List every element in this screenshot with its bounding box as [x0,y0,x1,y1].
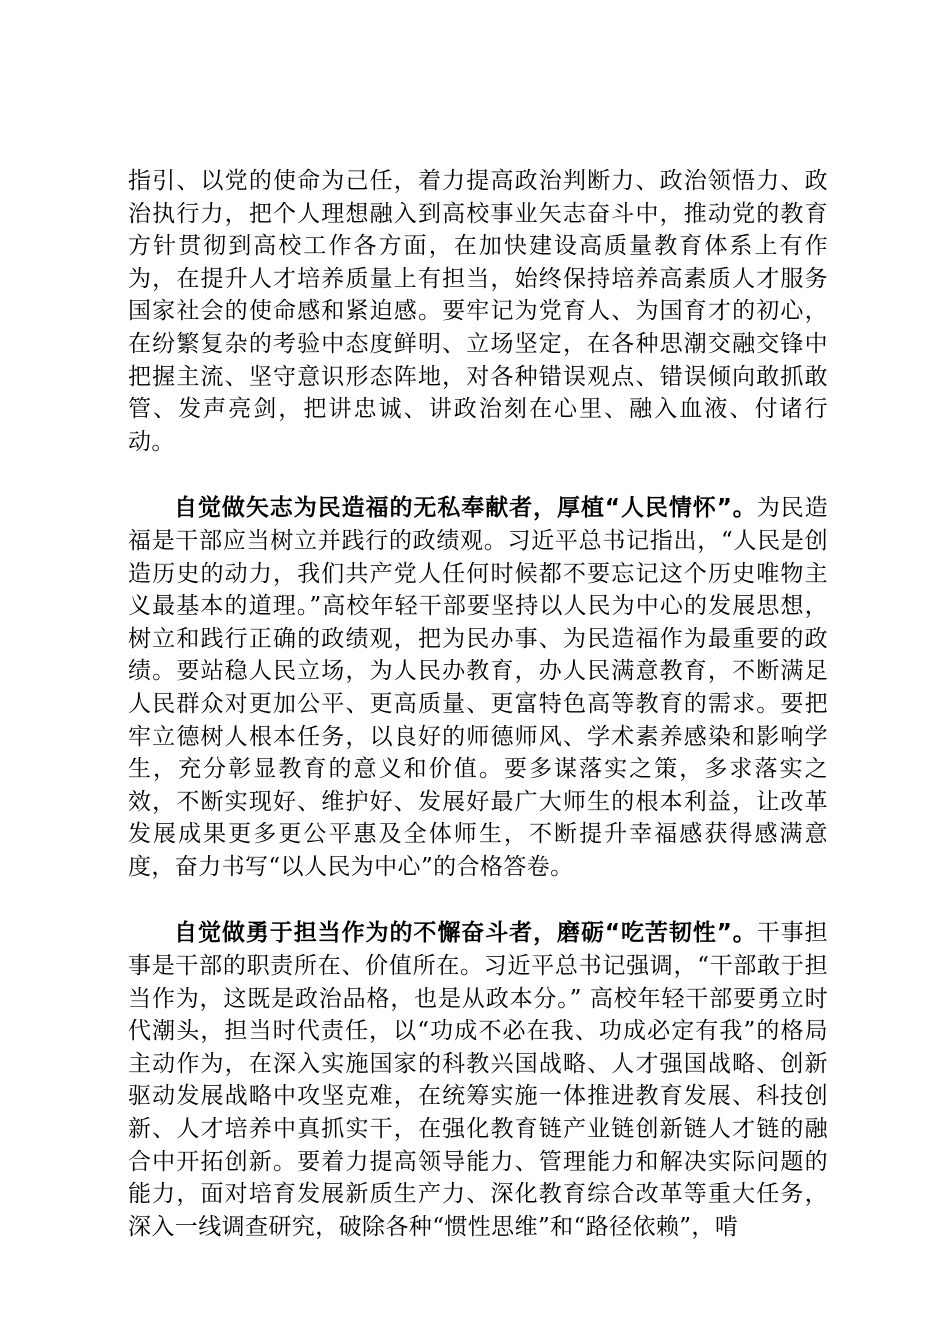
paragraph-gap [128,458,828,492]
paragraph-1-body: 指引、以党的使命为己任，着力提高政治判断力、政治领悟力、政治执行力，把个人理想融入到高校事业矢志奋斗中，推动党的教育方针贯彻到高校工作各方面，在加快建设高质量教育体系上有作为，在提升人才培养质量上有担当，始终保持培养高素质人才服务国家社会的使命感和紧迫感。要牢记为党育人、为国育才的初心，在纷繁复杂的考验中态度鲜明、立场坚定，在各种思潮交融交锋中把握主流、坚守意识形态阵地，对各种错误观点、错误倾向敢抓敢管、发声亮剑，把讲忠诚、讲政治刻在心里、融入血液、付诸行动。 [128,168,828,455]
paragraph-2 [128,492,828,883]
paragraph-3-body: 干事担事是干部的职责所在、价值所在。习近平总书记强调，“干部敢于担当作为，这既是政治品格，也是从政本分。” 高校年轻干部要勇立时代潮头，担当时代责任，以“功成不必在我、功成必定有我”的格局主动作为，在深入实施国家的科教兴国战略、人才强国战略、创新驱动发展战略中攻坚克难，在统筹实施一体推进教育发展、科技创新、人才培养中真抓实干，在强化教育链产业链创新链人才链的融合中开拓创新。要着力提高领导能力、管理能力和解决实际问题的能力，面对培育发展新质生产力、深化教育综合改革等重大任务，深入一线调查研究，破除各种“惯性思维”和“路径依赖”，啃 [128,920,828,1240]
paragraph-gap [128,883,828,917]
paragraph-1 [128,165,828,458]
document-body [128,165,828,1243]
paragraph-3 [128,917,828,1243]
paragraph-2-body: 为民造福是干部应当树立并践行的政绩观。习近平总书记指出，“人民是创造历史的动力，我们共产党人任何时候都不要忘记这个历史唯物主义最基本的道理。”高校年轻干部要坚持以人民为中心的发展思想，树立和践行正确的政绩观，把为民办事、为民造福作为最重要的政绩。要站稳人民立场，为人民办教育，办人民满意教育，不断满足人民群众对更加公平、更高质量、更富特色高等教育的需求。要把牢立德树人根本任务，以良好的师德师风、学术素养感染和影响学生，充分彰显教育的意义和价值。要多谋落实之策，多求落实之效，不断实现好、维护好、发展好最广大师生的根本利益，让改革发展成果更多更公平惠及全体师生，不断提升幸福感获得感满意度，奋力书写“以人民为中心”的合格答卷。 [128,495,828,880]
paragraph-2-lead: 自觉做矢志为民造福的无私奉献者，厚植“人民情怀”。 [174,495,757,522]
paragraph-3-lead: 自觉做勇于担当作为的不懈奋斗者，磨砺“吃苦韧性”。 [174,920,757,947]
